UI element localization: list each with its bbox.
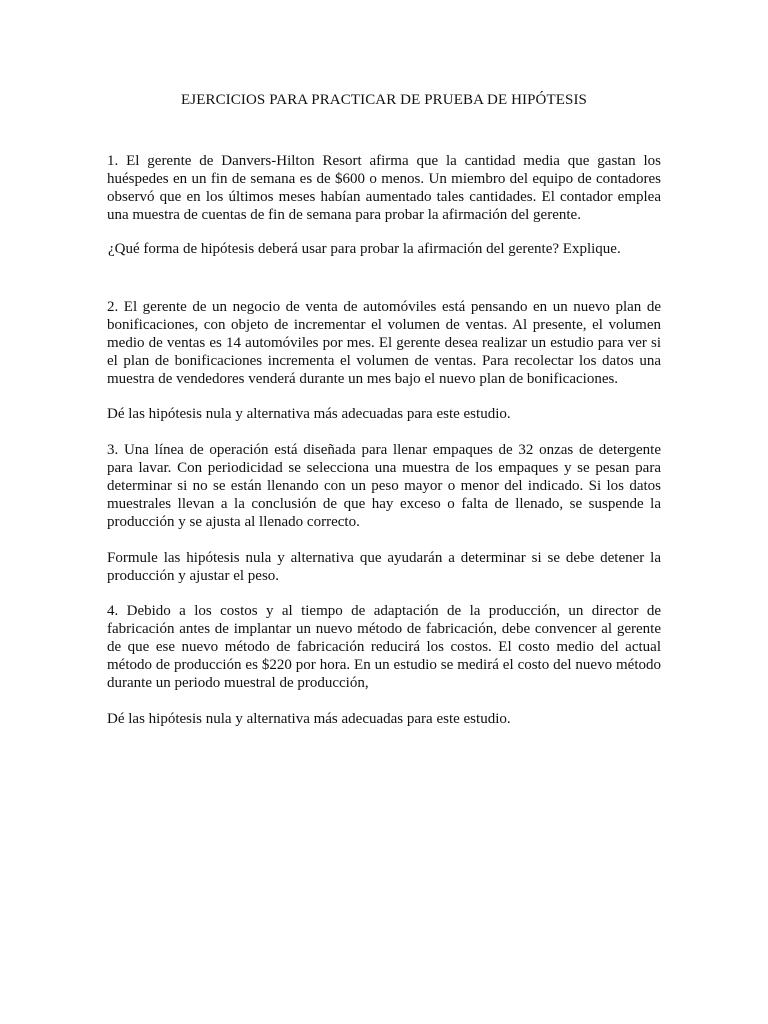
exercise-1-statement: 1. El gerente de Danvers-Hilton Resort afirma que la cantidad media que gastan los huéspedes en un fin de semana es de $600 o menos. Un miembro del equipo de contadores observó que en los últimos meses habían aumentado tales cantidades. El contador emplea una muestra de cuentas de fin de semana para probar la afirmación del gerente.: [107, 153, 661, 223]
exercise-2-question: Dé las hipótesis nula y alternativa más adecuadas para este estudio.: [107, 406, 511, 422]
exercise-3-question: Formule las hipótesis nula y alternativa que ayudarán a determinar si se debe detener la producción y ajustar el peso.: [107, 550, 661, 584]
page-title: EJERCICIOS PARA PRACTICAR DE PRUEBA DE HIPÓTESIS: [181, 92, 587, 108]
exercise-3-statement: 3. Una línea de operación está diseñada para llenar empaques de 32 onzas de detergente para lavar. Con periodicidad se selecciona una muestra de los empaques y se pesan para determinar si no se están llenando con un peso mayor o menor del indicado. Si los datos muestrales llevan a la conclusión de que hay exceso o falta de llenado, se suspende la producción y se ajusta al llenado correcto.: [107, 442, 661, 530]
exercise-2-statement: 2. El gerente de un negocio de venta de automóviles está pensando en un nuevo plan de bonificaciones, con objeto de incrementar el volumen de ventas. Al presente, el volumen medio de ventas es 14 automóviles por mes. El gerente desea realizar un estudio para ver si el plan de bonificaciones incrementa el volumen de ventas. Para recolectar los datos una muestra de vendedores venderá durante un mes bajo el nuevo plan de bonificaciones.: [107, 299, 661, 387]
exercise-4-statement: 4. Debido a los costos y al tiempo de adaptación de la producción, un director de fabricación antes de implantar un nuevo método de fabricación, debe convencer al gerente de que ese nuevo método de fabricación reducirá los costos. El costo medio del actual método de producción es $220 por hora. En un estudio se medirá el costo del nuevo método durante un periodo muestral de producción,: [107, 603, 661, 691]
exercise-4-question: Dé las hipótesis nula y alternativa más adecuadas para este estudio.: [107, 711, 511, 727]
exercise-1-question: ¿Qué forma de hipótesis deberá usar para probar la afirmación del gerente? Explique.: [108, 241, 621, 257]
